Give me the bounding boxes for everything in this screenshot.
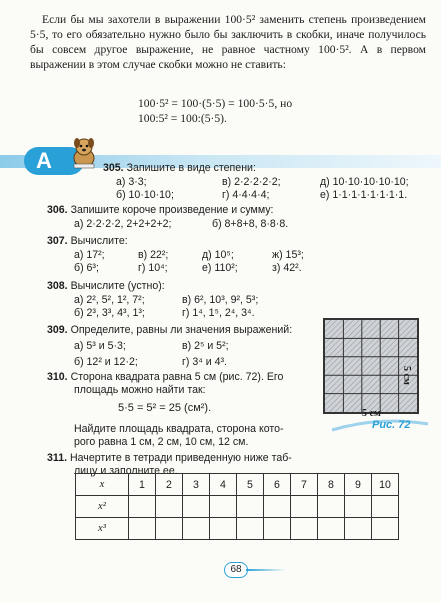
table-cell — [156, 496, 183, 518]
table-cell: 4 — [210, 474, 237, 496]
table-cell — [345, 518, 372, 540]
intro-paragraph: Если бы мы захотели в выражении 100·5² заменить степень произведением 5·5, то его обязательно нужно было бы заключить в скобки, иначе получилось бы совсем другое выражение, не равное частному 100·5². А в первом выражении в этом случае скобки можно не ставить: — [30, 13, 426, 71]
list-item: б) 8+8+8, 8·8·8. — [212, 218, 289, 230]
list-item: е) 1·1·1·1·1·1·1·1. — [320, 189, 408, 201]
exercise-number: 311. — [47, 452, 68, 464]
table-row — [76, 496, 399, 518]
table-cell — [372, 518, 399, 540]
table-cell: 6 — [264, 474, 291, 496]
list-item: г) 4·4·4·4; — [222, 189, 270, 201]
table-cell — [237, 518, 264, 540]
list-item: в) 2·2·2·2·2; — [222, 176, 281, 188]
list-item: д) 10⁵; — [202, 249, 234, 261]
page-number-line — [246, 569, 286, 571]
table-cell — [156, 518, 183, 540]
list-item: з) 42². — [272, 262, 302, 274]
list-item: а) 5³ и 5·3; — [74, 340, 126, 352]
list-item: д) 10·10·10·10·10; — [320, 176, 409, 188]
exercise-task: Сторона квадрата равна 5 см (рис. 72). Его — [70, 371, 284, 383]
list-item: в) 22²; — [138, 249, 169, 261]
exercise-number: 306. — [47, 204, 68, 216]
table-row — [76, 474, 399, 496]
exercise-number: 305. — [103, 162, 124, 174]
list-item: а) 3·3; — [116, 176, 147, 188]
exercise-task-2: Найдите площадь квадрата, сторона кото- — [74, 423, 284, 435]
table-cell: 10 — [372, 474, 399, 496]
exercise-number: 310. — [47, 371, 68, 383]
table-cell: 1 — [129, 474, 156, 496]
table-cell — [210, 518, 237, 540]
values-table — [75, 473, 399, 540]
table-cell — [264, 496, 291, 518]
intro-formula-2: 100:5² = 100:(5·5). — [138, 112, 227, 125]
table-row — [76, 518, 399, 540]
intro-formula-1: 100·5² = 100·(5·5) = 100·5·5, но — [138, 97, 293, 110]
list-item: б) 12² и 12·2; — [74, 356, 138, 368]
exercise-311 — [47, 452, 292, 465]
exercise-309 — [47, 324, 292, 337]
exercise-task-continued: лицу и заполните ее. — [74, 465, 178, 477]
table-cell: x — [76, 474, 129, 496]
table-cell — [183, 496, 210, 518]
table-cell: 7 — [291, 474, 318, 496]
list-item: г) 10⁴; — [138, 262, 168, 274]
table-cell: x³ — [76, 518, 129, 540]
list-item: г) 1⁴, 1⁵, 2⁴, 3⁴. — [182, 307, 255, 319]
table-cell — [264, 518, 291, 540]
list-item: а) 17²; — [74, 249, 105, 261]
list-item: в) 6², 10³, 9², 5³; — [182, 294, 259, 306]
table-cell: 5 — [237, 474, 264, 496]
exercise-task-continued: площадь можно найти так: — [74, 384, 206, 396]
exercise-308 — [47, 280, 165, 293]
exercise-task: Определите, равны ли значения выражений: — [70, 324, 293, 336]
list-item: б) 2³, 3³, 4³, 1³; — [74, 307, 145, 319]
exercise-number: 308. — [47, 280, 68, 292]
figure-side-bottom: 5 см — [362, 408, 381, 419]
page-number: 68 — [224, 562, 248, 578]
exercise-305 — [103, 162, 256, 175]
table-cell — [372, 496, 399, 518]
exercise-306 — [47, 204, 273, 217]
section-badge: A — [24, 147, 84, 175]
figure-caption: Рис. 72 — [372, 419, 411, 431]
exercise-307 — [47, 235, 128, 248]
list-item: б) 6³; — [74, 262, 99, 274]
table-cell — [129, 496, 156, 518]
mascot-icon — [66, 134, 102, 170]
list-item: в) 2⁵ и 5²; — [182, 340, 229, 352]
table-cell: 2 — [156, 474, 183, 496]
exercise-task: Запишите короче произведение и сумму: — [70, 204, 274, 216]
list-item: б) 10·10·10; — [116, 189, 174, 201]
table-cell — [129, 518, 156, 540]
table-cell — [183, 518, 210, 540]
exercise-task-2-continued: рого равна 1 см, 2 см, 10 см, 12 см. — [74, 436, 249, 448]
list-item: а) 2·2·2·2, 2+2+2+2; — [74, 218, 172, 230]
table-cell — [237, 496, 264, 518]
table-cell — [291, 496, 318, 518]
list-item: г) 3⁴ и 4³. — [182, 356, 227, 368]
exercise-task: Запишите в виде степени: — [126, 162, 256, 174]
exercise-number: 309. — [47, 324, 68, 336]
exercise-task: Вычислите (устно): — [70, 280, 165, 292]
exercise-task: Начертите в тетради приведенную ниже таб- — [70, 452, 292, 464]
table-cell — [318, 496, 345, 518]
table-cell: x² — [76, 496, 129, 518]
table-cell: 8 — [318, 474, 345, 496]
list-item: а) 2², 5², 1², 7²; — [74, 294, 145, 306]
table-cell — [318, 518, 345, 540]
table-cell — [345, 496, 372, 518]
exercise-310 — [47, 371, 283, 384]
table-cell: 9 — [345, 474, 372, 496]
intro-text — [30, 12, 426, 72]
exercise-task: Вычислите: — [70, 235, 128, 247]
list-item: е) 110²; — [202, 262, 238, 274]
exercise-number: 307. — [47, 235, 68, 247]
exercise-formula: 5·5 = 5² = 25 (см²). — [118, 402, 212, 414]
list-item: ж) 15³; — [272, 249, 304, 261]
table-cell — [291, 518, 318, 540]
table-cell — [210, 496, 237, 518]
figure-side-right: 5 см — [401, 366, 412, 385]
table-cell: 3 — [183, 474, 210, 496]
